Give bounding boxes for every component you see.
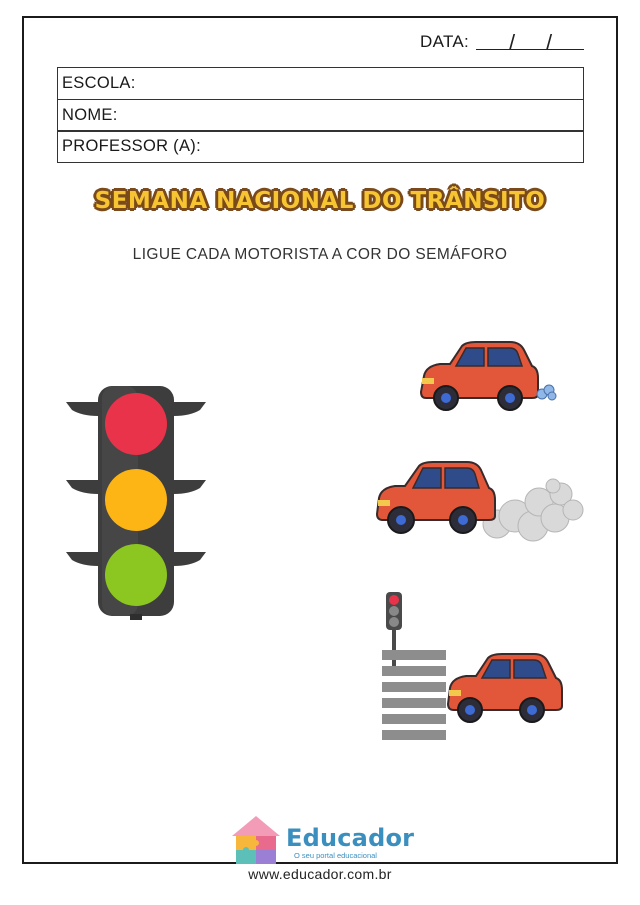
logo-tagline: O seu portal educacional (294, 851, 377, 860)
car-speeding-smoke-icon (375, 458, 587, 544)
school-label: ESCOLA: (62, 74, 136, 92)
instruction-text: LIGUE CADA MOTORISTA A COR DO SEMÁFORO (132, 246, 508, 263)
car-stopped-crosswalk-icon (374, 588, 564, 744)
name-field[interactable] (57, 99, 584, 132)
car-slow-puff-icon (418, 338, 558, 416)
date-separator-2: / (546, 30, 553, 55)
yellow-light (105, 469, 167, 531)
teacher-label: PROFESSOR (A): (62, 137, 201, 155)
traffic-light-icon (62, 382, 210, 622)
date-label: DATA: (420, 32, 470, 51)
date-line[interactable] (476, 49, 584, 50)
house-puzzle-icon (228, 814, 284, 866)
page-title: SEMANA NACIONAL DO TRÂNSITO (94, 188, 546, 214)
red-light (105, 393, 167, 455)
green-light (105, 544, 167, 606)
educador-logo[interactable] (228, 814, 415, 866)
logo-name: Educador (286, 824, 415, 852)
name-label: NOME: (62, 105, 118, 124)
teacher-field[interactable] (57, 130, 584, 163)
info-fields (57, 67, 584, 163)
school-field[interactable] (57, 67, 584, 100)
date-separator-1: / (509, 30, 516, 55)
footer-url[interactable]: www.educador.com.br (248, 866, 392, 882)
